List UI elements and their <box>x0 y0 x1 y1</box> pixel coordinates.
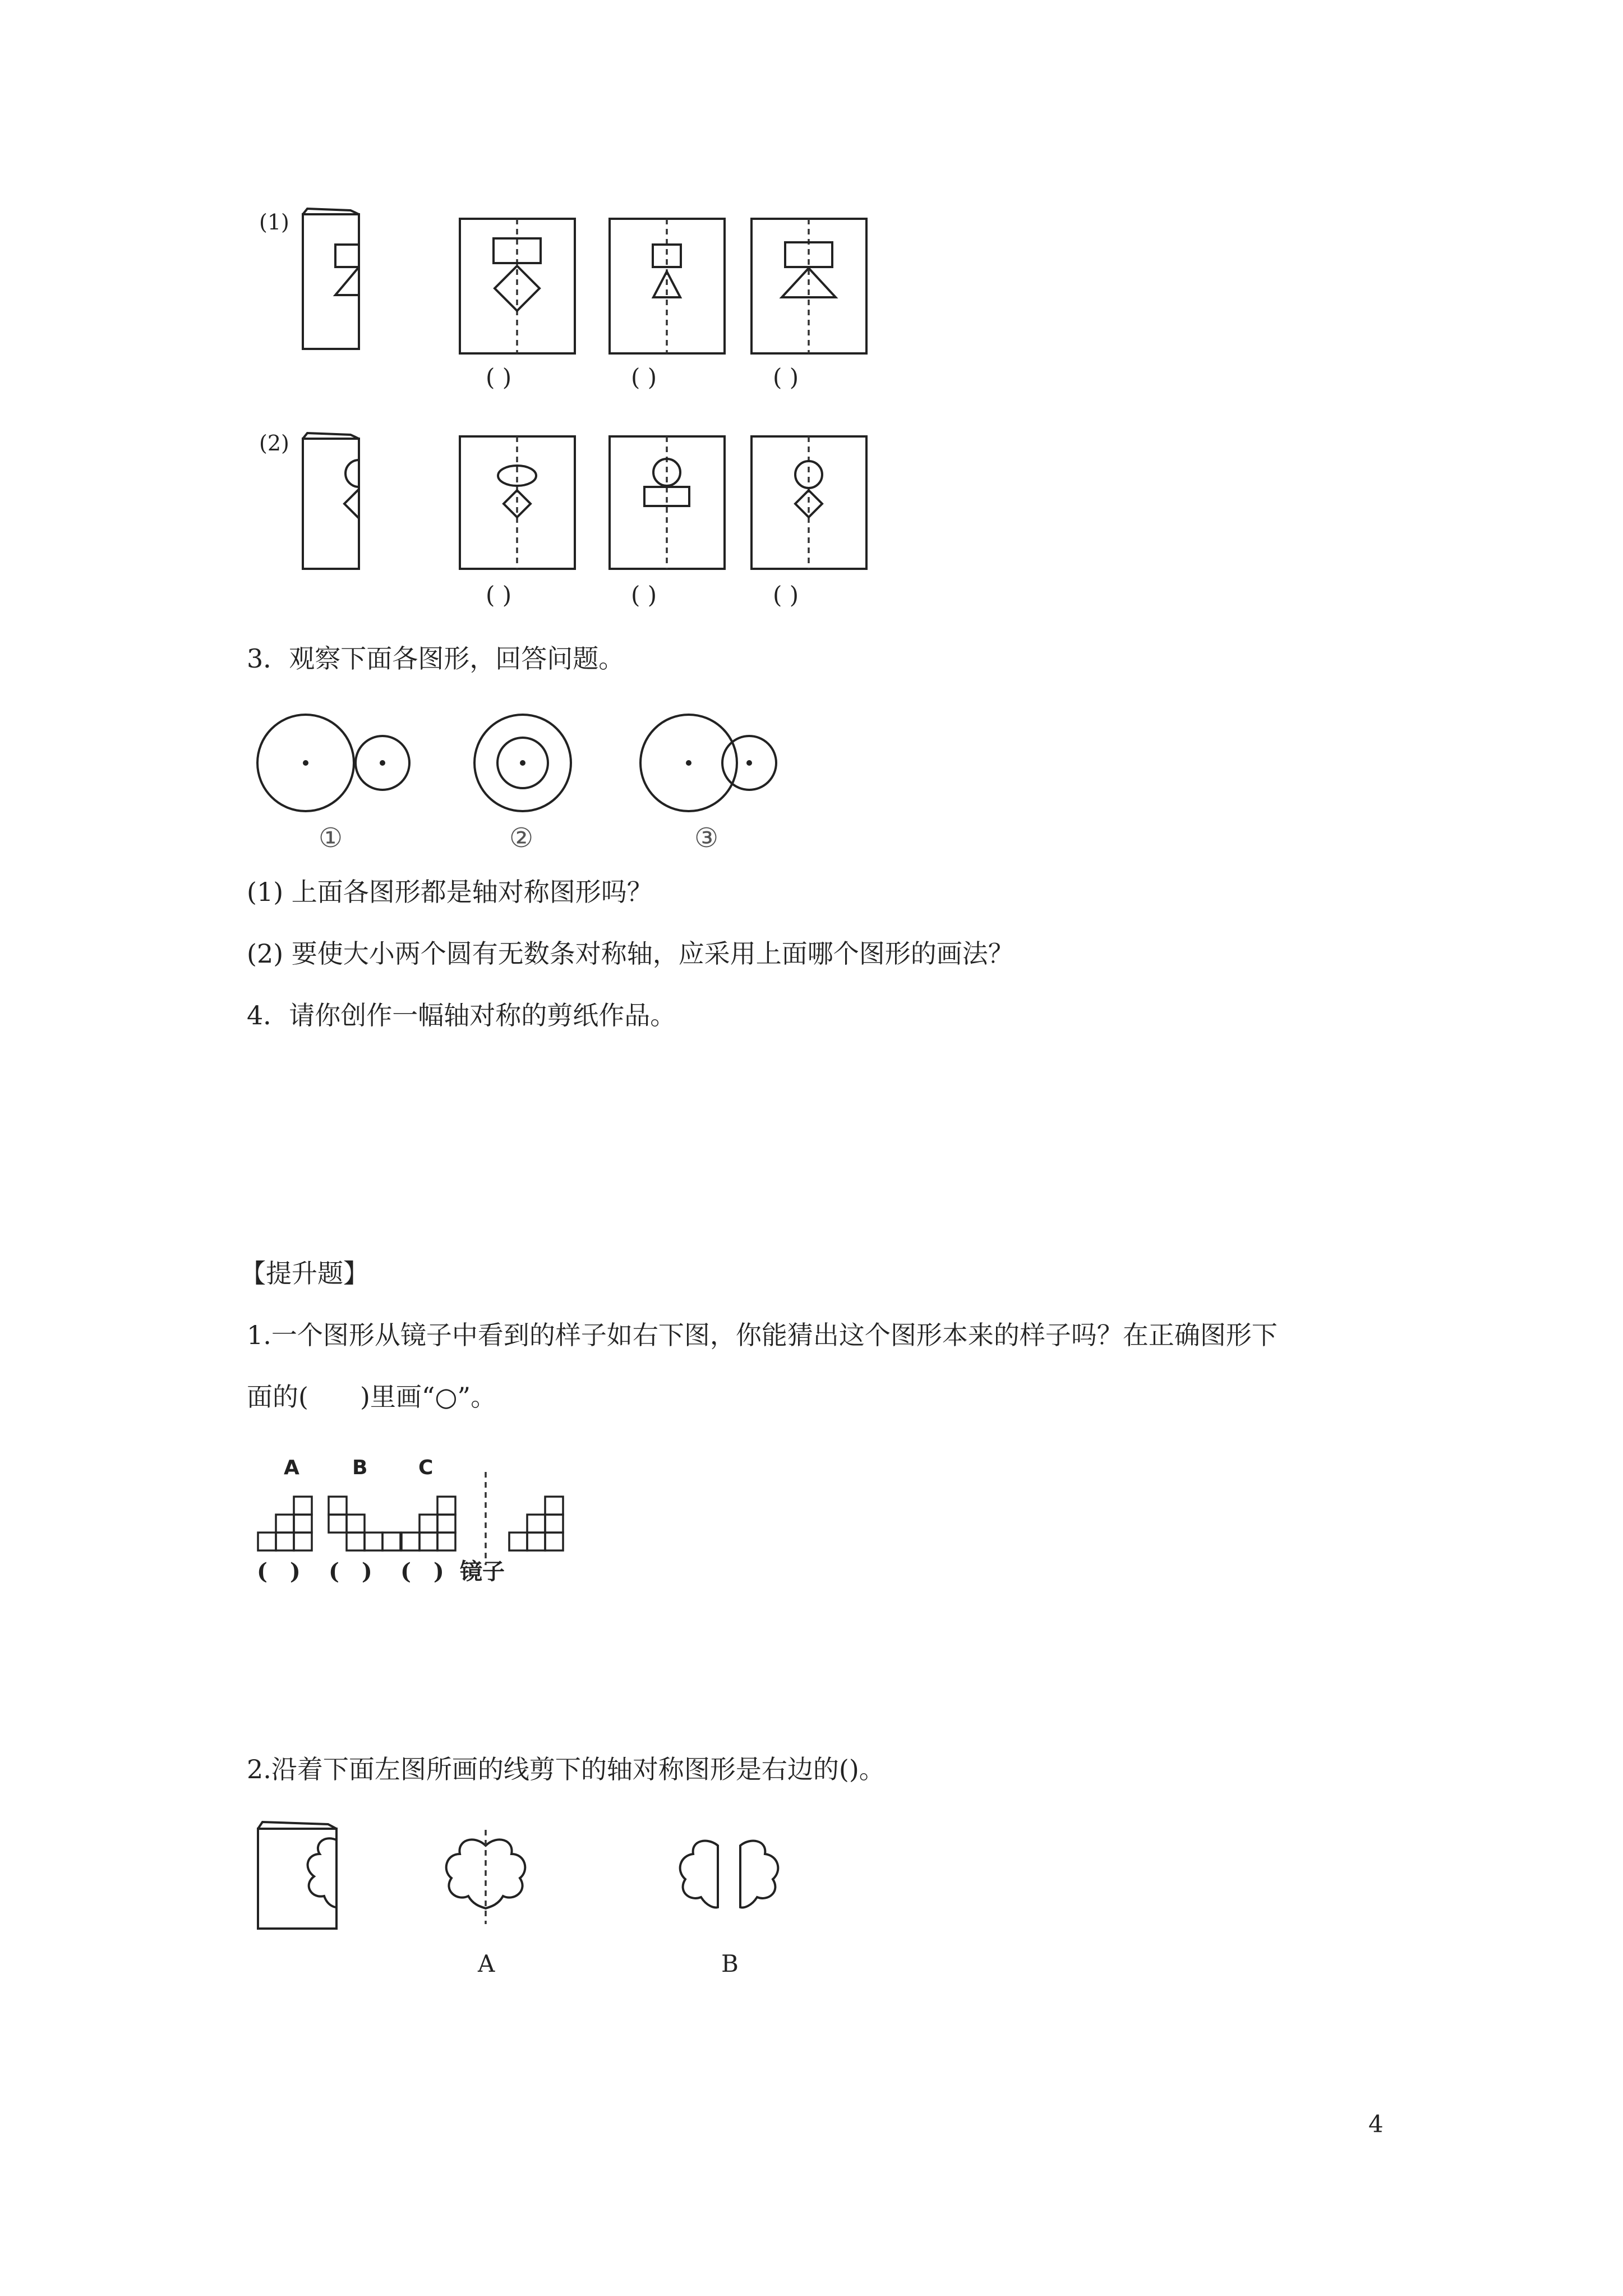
q3-title: 3．观察下面各图形，回答问题。 <box>247 643 625 674</box>
mirror-label-a: A <box>284 1456 299 1479</box>
cut-option-a-label: A <box>478 1950 495 1977</box>
mirror-paren-b[interactable]: ( ) <box>329 1558 372 1585</box>
q3-figure-1 <box>257 715 409 811</box>
q3-sub2: (2) 要使大小两个圆有无数条对称轴，应采用上面哪个图形的画法？ <box>247 938 1014 969</box>
row2-label: (2) <box>259 431 289 455</box>
mirror-option-c <box>402 1497 455 1550</box>
mirror-image <box>509 1497 563 1550</box>
row2-paren-b[interactable]: ( ) <box>631 581 657 609</box>
advanced-q1-line1: 1.一个图形从镜子中看到的样子如右下图，你能猜出这个图形本来的样子吗？在正确图形下 <box>247 1320 1278 1350</box>
q3-label-2: ② <box>509 822 534 854</box>
row1-paren-b[interactable]: ( ) <box>631 364 657 391</box>
mirror-option-a <box>258 1497 312 1550</box>
q3-sub1: (1) 上面各图形都是轴对称图形吗？ <box>247 877 653 907</box>
mirror-paren-a[interactable]: ( ) <box>257 1558 301 1585</box>
advanced-q2: 2.沿着下面左图所画的线剪下的轴对称图形是右边的()。 <box>247 1754 885 1784</box>
row1-folded-paper <box>303 209 359 349</box>
row1-option-a <box>460 219 575 353</box>
advanced-q1-line2: 面的( )里画“○”。 <box>247 1382 497 1412</box>
row1-paren-c[interactable]: ( ) <box>773 364 799 391</box>
row1-option-b <box>610 219 725 353</box>
q3-figure-3 <box>640 715 776 811</box>
row1-option-c <box>751 219 866 353</box>
row2-option-c <box>751 436 866 569</box>
cut-option-b <box>680 1841 778 1908</box>
row2-folded-paper <box>303 433 359 569</box>
q3-label-1: ① <box>319 822 343 854</box>
mirror-label: 镜子 <box>460 1558 505 1585</box>
q3-figure-2 <box>474 715 571 811</box>
row2-paren-a[interactable]: ( ) <box>486 581 512 609</box>
page-number: 4 <box>1368 2110 1384 2138</box>
row2-option-a <box>460 436 575 569</box>
q3-label-3: ③ <box>694 822 719 854</box>
mirror-label-c: C <box>418 1456 434 1479</box>
row1-paren-a[interactable]: ( ) <box>486 364 512 391</box>
q4-title: 4．请你创作一幅轴对称的剪纸作品。 <box>247 1000 676 1030</box>
row2-paren-c[interactable]: ( ) <box>773 581 799 609</box>
row2-option-b <box>610 436 725 569</box>
row1-label: (1) <box>259 210 289 234</box>
advanced-heading: 【提升题】 <box>240 1258 369 1289</box>
mirror-option-b <box>329 1497 400 1550</box>
mirror-label-b: B <box>352 1456 368 1479</box>
cut-option-b-label: B <box>721 1950 739 1977</box>
mirror-paren-c[interactable]: ( ) <box>400 1558 444 1585</box>
cut-paper-folded <box>258 1822 336 1929</box>
cut-option-a <box>446 1830 525 1924</box>
